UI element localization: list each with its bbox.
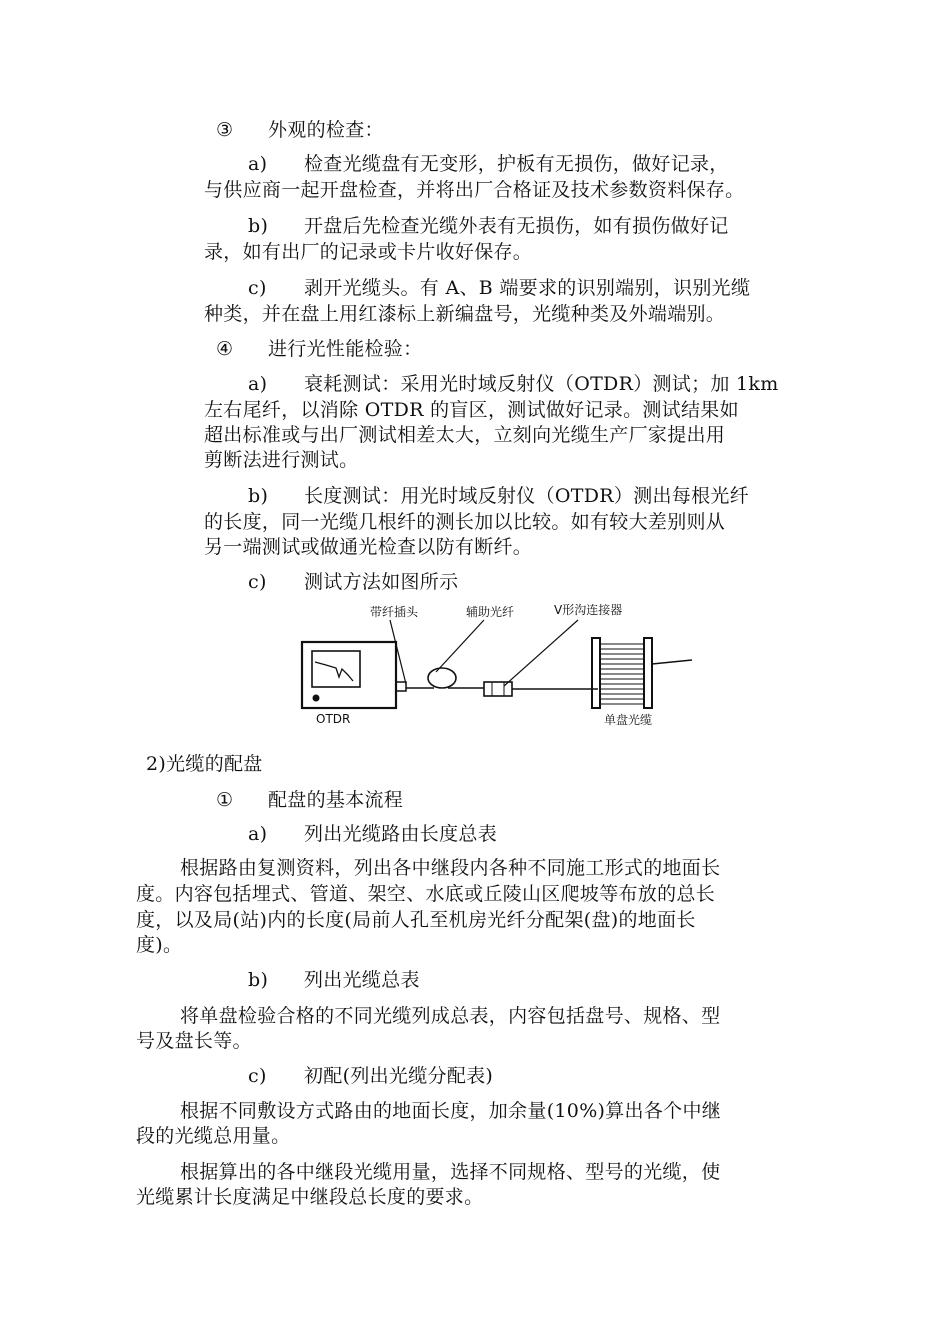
- label-reel: 单盘光缆: [604, 713, 653, 727]
- section2-a-title: 列出光缆路由长度总表: [304, 823, 498, 845]
- section2-a-heading: [248, 822, 497, 846]
- section2-b-para-2: 号及盘长等。: [136, 1030, 252, 1052]
- section2-c-para2-1: 根据算出的各中继段光缆用量，选择不同规格、型号的光缆，使: [180, 1161, 721, 1183]
- section4-a-line1: [248, 372, 779, 396]
- section2-b-heading: [248, 968, 420, 992]
- section3-heading: [216, 118, 384, 142]
- section3-a-text-1: 检查光缆盘有无变形，护板有无损伤，做好记录，: [304, 153, 729, 175]
- section2-a-para-4: 度)。: [136, 934, 183, 956]
- section3-title: 外观的检查：: [268, 119, 384, 141]
- section3-a-line2: 与供应商一起开盘检查，并将出厂合格证及技术参数资料保存。: [204, 179, 745, 201]
- section3-b-marker: b): [248, 215, 269, 237]
- pointer-connector: [390, 620, 406, 684]
- label-vgroove: V形沟连接器: [554, 603, 623, 617]
- section3-c-line1: [248, 276, 750, 300]
- section4-b-marker: b): [248, 485, 269, 507]
- section4-marker: ④: [216, 338, 234, 360]
- section4-a-line4: 剪断法进行测试。: [204, 449, 359, 471]
- section2-b-marker: b): [248, 969, 269, 991]
- section4-b-text-1: 长度测试：用光时域反射仪（OTDR）测出每根光纤: [304, 485, 749, 507]
- section3-c-text-1: 剥开光缆头。有 A、B 端要求的识别端别，识别光缆: [304, 277, 751, 299]
- section4-b-line2: 的长度，同一光缆几根纤的测长加以比较。如有较大差别则从: [204, 511, 726, 533]
- section3-a-marker: a): [248, 153, 268, 175]
- cable-reel: [592, 638, 652, 708]
- section4-a-line3: 超出标准或与出厂测试相差太大，立刻向光缆生产厂家提出用: [204, 424, 726, 446]
- section3-a-line1: [248, 152, 729, 176]
- section2-c-para1-2: 段的光缆总用量。: [136, 1125, 291, 1147]
- section4-c-text-1: 测试方法如图所示: [304, 571, 459, 593]
- section4-a-line2: 左右尾纤，以消除 OTDR 的盲区，测试做好记录。测试结果如: [204, 399, 739, 421]
- label-connector: 带纤插头: [370, 605, 419, 619]
- section4-c-line1: [248, 570, 458, 594]
- section3-c-line2: 种类，并在盘上用红漆标上新编盘号，光缆种类及外端端别。: [204, 303, 726, 325]
- section2-sub1-title: 配盘的基本流程: [268, 789, 404, 811]
- section3-b-text-1: 开盘后先检查光缆外表有无损伤，如有损伤做好记: [304, 215, 729, 237]
- label-fiber: 辅助光纤: [466, 605, 515, 619]
- section3-c-marker: c): [248, 277, 267, 299]
- fiber-coil: [428, 668, 456, 688]
- section2-a-para-3: 度，以及局(站)内的长度(局前人孔至机房光纤分配架(盘)的地面长: [136, 909, 696, 931]
- pointer-fiber: [436, 620, 484, 672]
- otdr-trace: [315, 662, 353, 681]
- section3-b-line1: [248, 214, 729, 238]
- section2-c-title: 初配(列出光缆分配表): [304, 1065, 494, 1087]
- section4-heading: [216, 337, 422, 361]
- section4-a-marker: a): [248, 373, 268, 395]
- pointer-vgroove: [504, 620, 578, 686]
- section4-c-marker: c): [248, 571, 267, 593]
- section2-sub1: [216, 788, 403, 812]
- section2-b-para-1: 将单盘检验合格的不同光缆列成总表，内容包括盘号、规格、型: [180, 1005, 721, 1027]
- section4-a-text-1: 衰耗测试：采用光时域反射仪（OTDR）测试；加 1km: [304, 373, 779, 395]
- section2-heading: 2)光缆的配盘: [146, 753, 263, 775]
- section4-b-line3: 另一端测试或做通光检查以防有断纤。: [204, 536, 533, 558]
- otdr-test-diagram: [298, 598, 698, 730]
- label-otdr: OTDR: [316, 712, 351, 726]
- reel-cable-out: [652, 660, 692, 664]
- section2-c-para1-1: 根据不同敷设方式路由的地面长度，加余量(10%)算出各个中继: [180, 1100, 722, 1122]
- section2-c-heading: [248, 1064, 493, 1088]
- section3-b-line2: 录，如有出厂的记录或卡片收好保存。: [204, 241, 533, 263]
- section2-c-para2-2: 光缆累计长度满足中继段总长度的要求。: [136, 1186, 484, 1208]
- section2-b-title: 列出光缆总表: [304, 969, 420, 991]
- section2-a-marker: a): [248, 823, 268, 845]
- v-groove-connector: [484, 682, 512, 696]
- section4-b-line1: [248, 484, 749, 508]
- section4-title: 进行光性能检验：: [268, 338, 423, 360]
- section2-a-para-1: 根据路由复测资料，列出各中继段内各种不同施工形式的地面长: [180, 857, 721, 879]
- otdr-button: [313, 695, 320, 702]
- section3-marker: ③: [216, 119, 234, 141]
- section2-c-marker: c): [248, 1065, 267, 1087]
- otdr-port: [396, 682, 406, 691]
- section2-sub1-marker: ①: [216, 789, 234, 811]
- section2-a-para-2: 度。内容包括埋式、管道、架空、水底或丘陵山区爬坡等布放的总长: [136, 883, 716, 905]
